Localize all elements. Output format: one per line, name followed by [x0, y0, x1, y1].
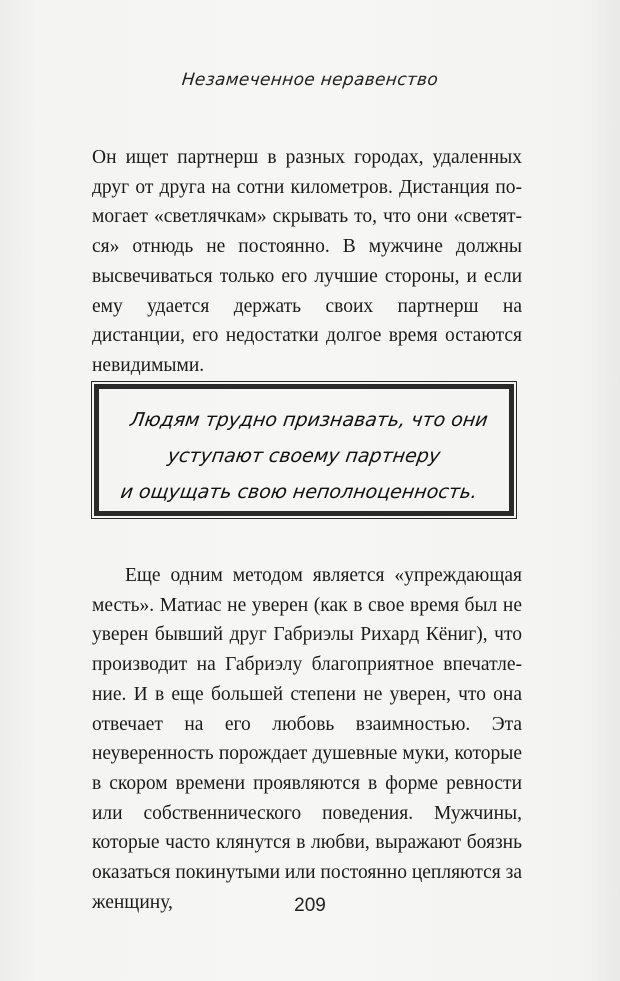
pull-quote-text: [91, 402, 516, 510]
pull-quote-line-1: Людям трудно признавать, что они: [128, 409, 490, 431]
running-head: Незамеченное неравенство: [180, 70, 440, 90]
pull-quote-line-2: уступают своему партнеру: [166, 445, 442, 467]
body-paragraph-2: Еще одним методом является «упреждающая месть». Матиас не уверен (как в свое время был не уверен бывший друг Габриэлы Рихард Кёниг), что производит на Габриэлу благоприятное впечатление. И в еще большей степени не уверен, что она отвечает на его любовь взаимностью. Эта неуверенность порождает душевные муки, которые в скором времени проявляются в форме ревности или собственнического поведения. Мужчины, которые часто клянутся в любви, выражают боязнь оказаться покинутыми или постоянно цепляются за женщину,: [92, 565, 522, 913]
body-paragraph-1: Он ищет партнерш в разных городах, удаленных друг от друга на сотни километров. Дистанция помогает «светлячкам» скрывать то, что они «светятся» отнюдь не постоянно. В мужчине должны высвечиваться только его лучшие стороны, и если ему удается держать своих партнерш на дистанции, его недостатки долгое время остаются невидимыми.: [92, 147, 522, 376]
pull-quote-box: [94, 384, 514, 516]
pull-quote-line-3: и ощущать свою неполноценность.: [119, 481, 479, 503]
page-number: 209: [294, 895, 326, 916]
